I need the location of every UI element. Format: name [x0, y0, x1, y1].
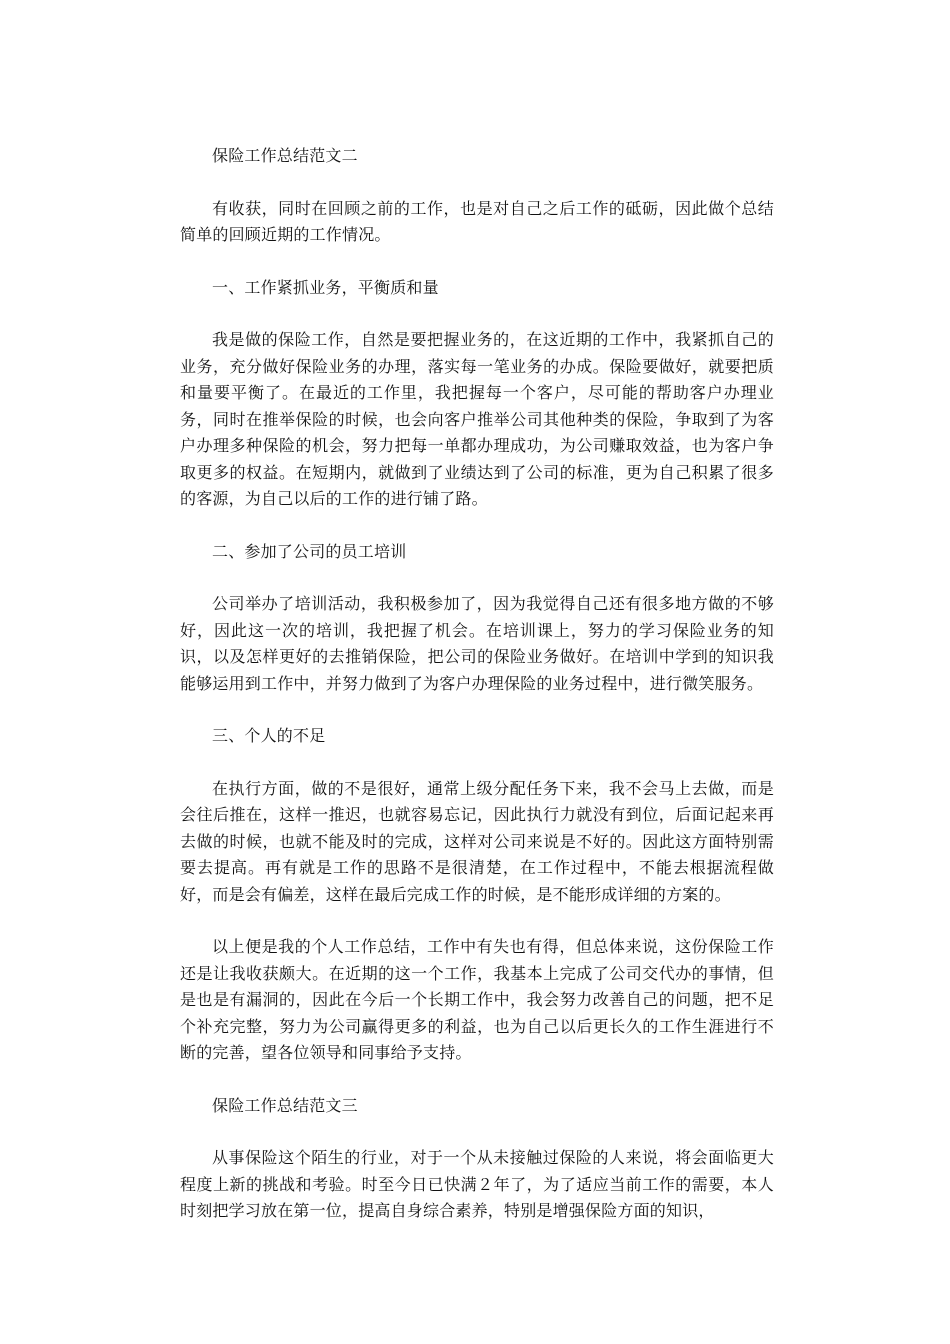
body-paragraph: 从事保险这个陌生的行业，对于一个从未接触过保险的人来说，将会面临更大程度上新的挑战和考验。时至今日已快满２年了，为了适应当前工作的需要，本人时刻把学习放在第一位，提高自身综合素养，特别是增强保险方面的知识， — [180, 1148, 774, 1220]
document-page — [180, 143, 774, 1251]
body-paragraph: 以上便是我的个人工作总结，工作中有失也有得，但总体来说，这份保险工作还是让我收获颇大。在近期的这一个工作，我基本上完成了公司交代办的事情，但是也是有漏洞的，因此在今后一个长期工作中，我会努力改善自己的问题，把不足个补充完整，努力为公司赢得更多的利益，也为自己以后更长久的工作生涯进行不断的完善，望各位领导和同事给予支持。 — [180, 937, 774, 1062]
body-paragraph: 公司举办了培训活动，我积极参加了，因为我觉得自己还有很多地方做的不够好，因此这一次的培训，我把握了机会。在培训课上，努力的学习保险业务的知识，以及怎样更好的去推销保险，把公司的保险业务做好。在培训中学到的知识我能够运用到工作中，并努力做到了为客户办理保险的业务过程中，进行微笑服务。 — [180, 594, 774, 693]
section-title: 保险工作总结范文二 — [212, 146, 358, 165]
section-heading: 二、参加了公司的员工培训 — [212, 541, 407, 561]
body-paragraph: 有收获，同时在回顾之前的工作，也是对自己之后工作的砥砺，因此做个总结简单的回顾近期的工作情况。 — [180, 198, 774, 244]
section-heading: 三、个人的不足 — [212, 726, 326, 745]
body-paragraph: 我是做的保险工作，自然是要把握业务的，在这近期的工作中，我紧抓自己的业务，充分做好保险业务的办理，落实每一笔业务的办成。保险要做好，就要把质和量要平衡了。在最近的工作里，我把握每一个客户，尽可能的帮助客户办理业务，同时在推举保险的时候，也会向客户推举公司其他种类的保险，争取到了为客户办理多种保险的机会，努力把每一单都办理成功，为公司赚取效益，也为客户争取更多的权益。在短期内，就做到了业绩达到了公司的标准，更为自己积累了很多的客源，为自己以后的工作的进行铺了路。 — [180, 330, 774, 508]
body-paragraph: 在执行方面，做的不是很好，通常上级分配任务下来，我不会马上去做，而是会往后推在，这样一推迟，也就容易忘记，因此执行力就没有到位，后面记起来再去做的时候，也就不能及时的完成，这样对公司来说是不好的。因此这方面特别需要去提高。再有就是工作的思路不是很清楚，在工作过程中，不能去根据流程做好，而是会有偏差，这样在最后完成工作的时候，是不能形成详细的方案的。 — [180, 778, 774, 904]
section-title: 保险工作总结范文三 — [212, 1095, 358, 1115]
section-heading: 一、工作紧抓业务，平衡质和量 — [212, 277, 439, 297]
